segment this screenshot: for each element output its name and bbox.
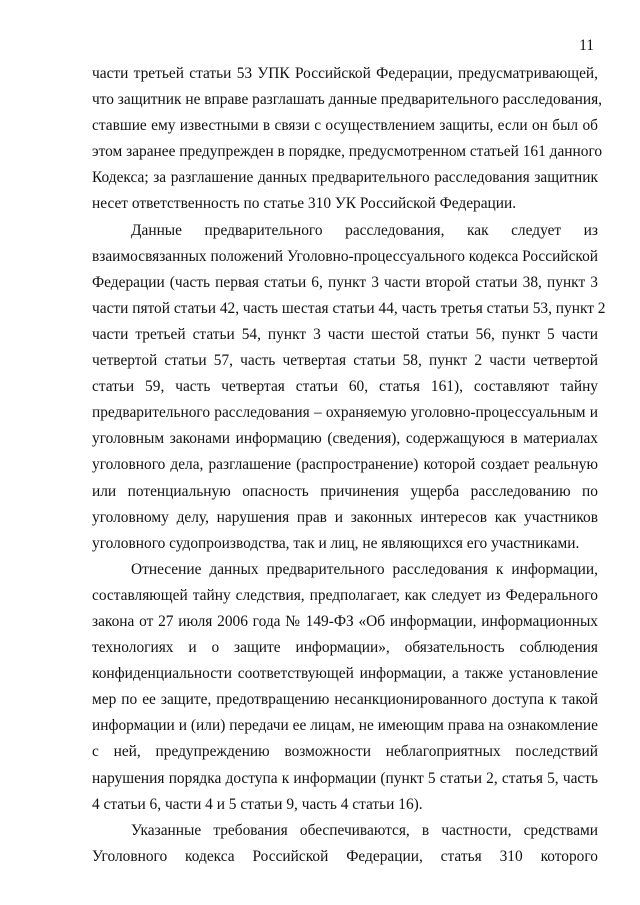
text-line: части пятой статьи 42, часть шестая статьи 44, часть третья статьи 53, пункт 2 (92, 299, 606, 317)
text-line: что защитник не вправе разглашать данные предварительного расследования, (92, 91, 603, 109)
text-line: этом заранее предупрежден в порядке, предусмотренном статьей 161 данного (92, 143, 603, 161)
text-line: 4 статьи 6, части 4 и 5 статьи 9, часть 4 статьи 16). (92, 795, 423, 813)
text-line: Кодекса; за разглашение данных предварительного расследования защитник (92, 169, 598, 187)
page-number: 11 (579, 37, 594, 54)
text-line: или потенциальную опасность причинения ущерба расследованию по (92, 482, 598, 500)
text-line: закона от 27 июля 2006 года № 149-ФЗ «Об информации, информационных (92, 612, 598, 630)
text-line: нарушения порядка доступа к информации (пункт 5 статьи 2, статья 5, часть (92, 769, 598, 787)
text-line: уголовного судопроизводства, так и лиц, не являющихся его участниками. (92, 534, 580, 552)
text-line: составляющей тайну следствия, предполагает, как следует из Федерального (92, 586, 598, 604)
text-line: четвертой статьи 57, часть четвертая статьи 58, пункт 2 части четвертой (92, 352, 598, 370)
text-line: Уголовного кодекса Российской Федерации, статья 310 которого (92, 847, 598, 865)
text-line: несет ответственность по статье 310 УК Российской Федерации. (92, 195, 517, 213)
text-line: взаимосвязанных положений Уголовно-процессуального кодекса Российской (92, 247, 599, 265)
text-line: Отнесение данных предварительного расследования к информации, (131, 560, 598, 578)
text-line: ставшие ему известными в связи с осуществлением защиты, если он был об (92, 117, 598, 135)
text-line: Данные предварительного расследования, как следует из (131, 221, 598, 239)
paragraph (92, 557, 598, 818)
paragraph (92, 818, 598, 870)
text-line: уголовному делу, нарушения прав и законных интересов как участников (92, 508, 598, 526)
text-line: с ней, предупреждению возможности неблагоприятных последствий (92, 743, 598, 761)
text-line: части третьей статьи 54, пункт 3 части шестой статьи 56, пункт 5 части (92, 325, 598, 343)
text-line: информации и (или) передачи ее лицам, не имеющим права на ознакомление (92, 717, 598, 735)
paragraph (92, 218, 606, 557)
text-line: статьи 59, часть четвертая статьи 60, статья 161), составляют тайну (92, 378, 598, 396)
text-line: уголовного дела, разглашение (распространение) которой создает реальную (92, 456, 598, 474)
text-line: Указанные требования обеспечиваются, в частности, средствами (131, 821, 598, 839)
text-line: Федерации (часть первая статьи 6, пункт 3 части второй статьи 38, пункт 3 (92, 273, 598, 291)
text-line: уголовным законами информацию (сведения), содержащуюся в материалах (92, 430, 598, 448)
text-line: части третьей статьи 53 УПК Российской Федерации, предусматривающей, (92, 65, 598, 82)
text-line: конфиденциальности соответствующей информации, а также установление (92, 665, 598, 683)
text-line: мер по ее защите, предотвращению несанкционированного доступа к такой (92, 691, 598, 709)
document-body (92, 61, 606, 870)
text-line: технологиях и о защите информации», обязательность соблюдения (92, 639, 598, 657)
text-line: предварительного расследования – охраняемую уголовно-процессуальным и (92, 404, 598, 422)
paragraph (92, 61, 603, 218)
